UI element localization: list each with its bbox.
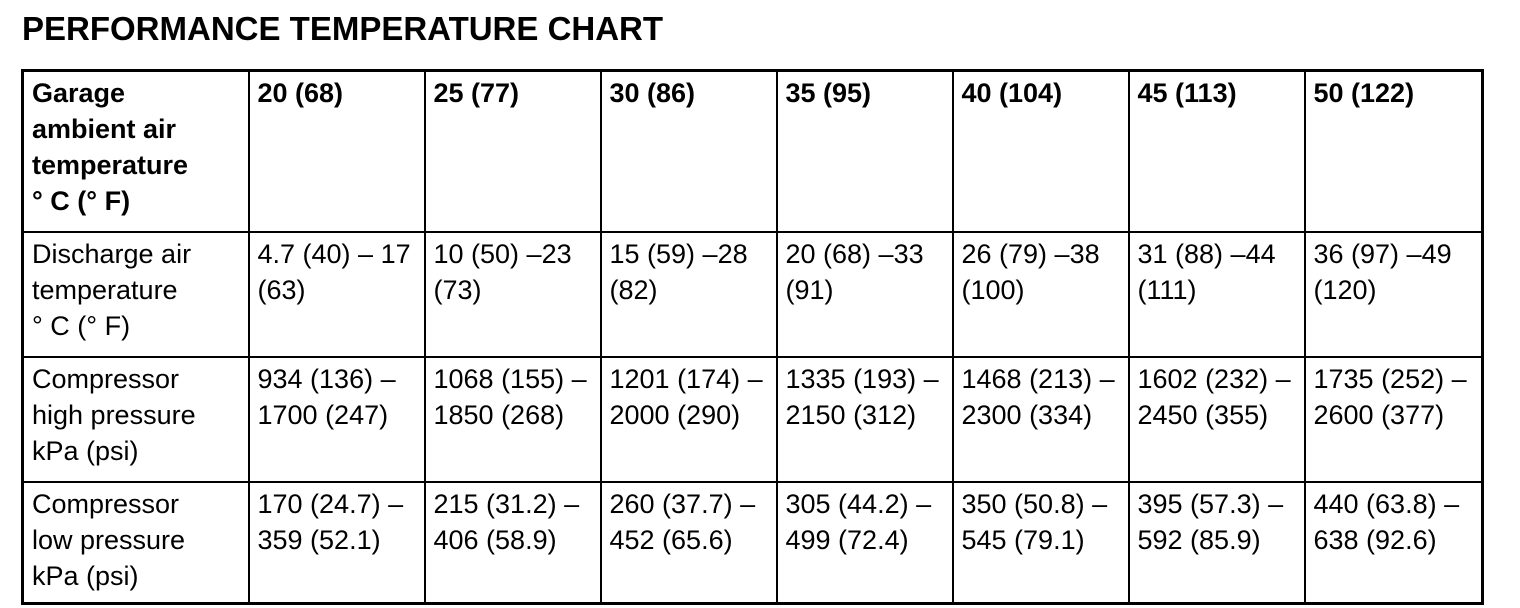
page-title: PERFORMANCE TEMPERATURE CHART xyxy=(22,10,664,47)
label-line: Compressor xyxy=(32,489,180,519)
table-header-row xyxy=(23,71,1483,233)
label-line: Discharge air xyxy=(32,239,192,269)
table-row xyxy=(23,232,1483,357)
column-header: 30 (86) xyxy=(601,71,777,233)
table-cell: 215 (31.2) – 406 (58.9) xyxy=(425,482,601,604)
table-row xyxy=(23,357,1483,482)
performance-temperature-table xyxy=(21,69,1484,605)
table-cell: 260 (37.7) – 452 (65.6) xyxy=(601,482,777,604)
label-line: temperature xyxy=(32,275,178,305)
table-cell: 1068 (155) –1850 (268) xyxy=(425,357,601,482)
table-cell: 31 (88) –44 (111) xyxy=(1129,232,1305,357)
label-line: high pressure xyxy=(32,400,196,430)
table-cell: 15 (59) –28 (82) xyxy=(601,232,777,357)
table-cell: 36 (97) –49 (120) xyxy=(1305,232,1483,357)
column-header: 50 (122) xyxy=(1305,71,1483,233)
table-cell: 1602 (232) –2450 (355) xyxy=(1129,357,1305,482)
row-label-discharge-air-temperature xyxy=(23,232,249,357)
label-line: kPa (psi) xyxy=(32,436,139,466)
label-line: kPa (psi) xyxy=(32,561,139,591)
column-header: 40 (104) xyxy=(953,71,1129,233)
column-header: 25 (77) xyxy=(425,71,601,233)
table-cell: 350 (50.8) – 545 (79.1) xyxy=(953,482,1129,604)
label-line: Compressor xyxy=(32,364,180,394)
table-cell: 305 (44.2) – 499 (72.4) xyxy=(777,482,953,604)
table-cell: 1201 (174) –2000 (290) xyxy=(601,357,777,482)
table-cell: 26 (79) –38 (100) xyxy=(953,232,1129,357)
table-cell: 170 (24.7) – 359 (52.1) xyxy=(249,482,425,604)
label-line: temperature xyxy=(32,150,189,180)
column-header: 35 (95) xyxy=(777,71,953,233)
table-cell: 20 (68) –33 (91) xyxy=(777,232,953,357)
label-line: ° C (° F) xyxy=(32,311,131,341)
table-cell: 4.7 (40) – 17 (63) xyxy=(249,232,425,357)
table-cell: 10 (50) –23 (73) xyxy=(425,232,601,357)
label-line: ambient air xyxy=(32,114,177,144)
column-header: 45 (113) xyxy=(1129,71,1305,233)
row-label-compressor-low-pressure xyxy=(23,482,249,604)
table-cell: 1735 (252) –2600 (377) xyxy=(1305,357,1483,482)
row-label-garage-ambient-temperature xyxy=(23,71,249,233)
label-line: low pressure xyxy=(32,525,186,555)
label-line: ° C (° F) xyxy=(32,186,131,216)
row-label-compressor-high-pressure xyxy=(23,357,249,482)
table-cell: 440 (63.8) – 638 (92.6) xyxy=(1305,482,1483,604)
column-header: 20 (68) xyxy=(249,71,425,233)
table-cell: 395 (57.3) – 592 (85.9) xyxy=(1129,482,1305,604)
table-cell: 1468 (213) –2300 (334) xyxy=(953,357,1129,482)
table-cell: 934 (136) – 1700 (247) xyxy=(249,357,425,482)
table-row xyxy=(23,482,1483,604)
label-line: Garage xyxy=(32,78,126,108)
table-cell: 1335 (193) –2150 (312) xyxy=(777,357,953,482)
